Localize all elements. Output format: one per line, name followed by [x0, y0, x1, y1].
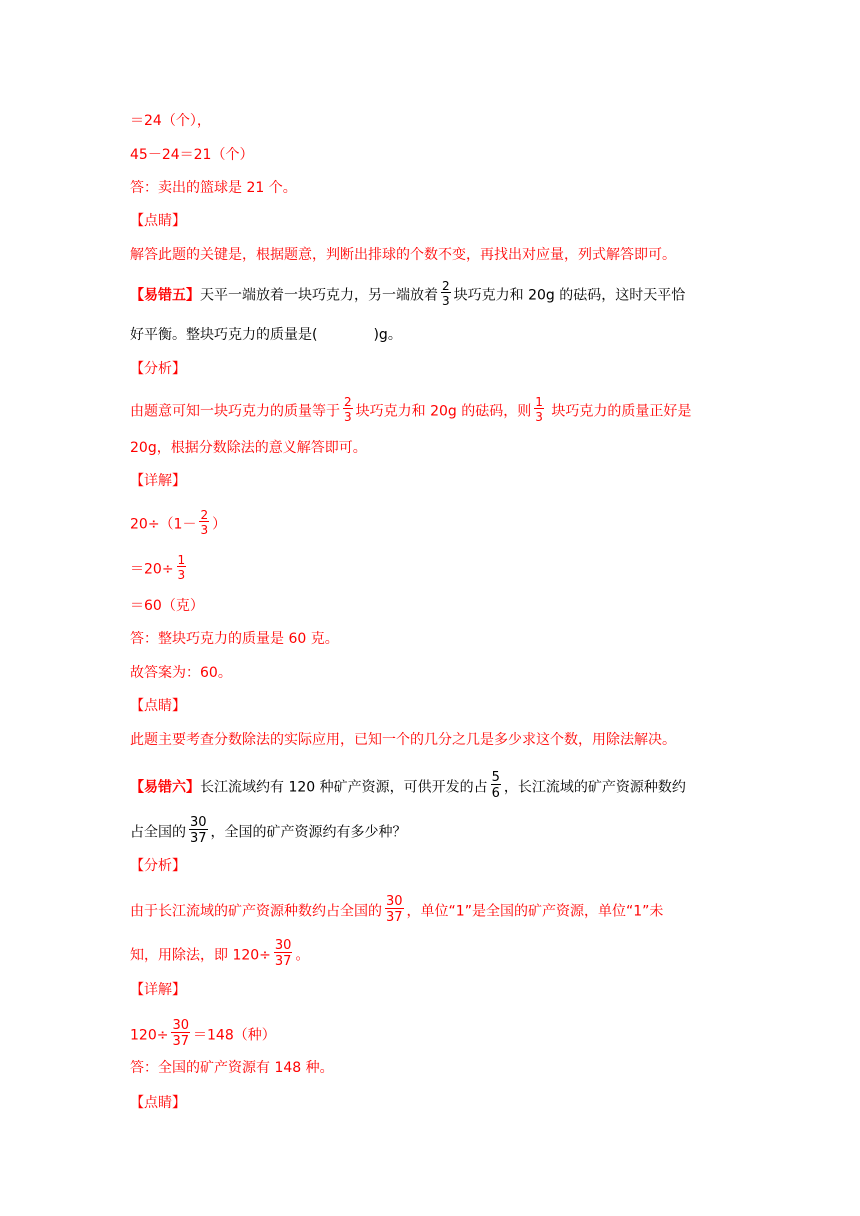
answer-line: 答：卖出的篮球是 21 个。 [130, 180, 297, 196]
section-heading-note: 【点睛】 [130, 1095, 186, 1111]
fraction: $\frac{2}{3}$ [442, 279, 450, 308]
section-heading-analysis: 【分析】 [130, 361, 186, 377]
fraction: $\frac{2}{3}$ [200, 508, 209, 537]
section-heading-note: 【点睛】 [130, 213, 186, 229]
section-heading-note: 【点睛】 [130, 698, 186, 714]
analysis-line-1: 由于长江流域的矿产资源种数约占全国的 $\frac{30}{37}$ ，单位“1”是全国的矿产资源，单位“1”未 [130, 894, 664, 925]
question-5-line-2: 好平衡。整块巧克力的质量是( )g。 [130, 327, 402, 343]
section-heading-detail: 【详解】 [130, 982, 186, 998]
analysis-line-2: 20g，根据分数除法的意义解答即可。 [130, 440, 367, 456]
final-answer: 故答案为：60。 [130, 665, 232, 681]
question-5-tag: 【易错五】 [130, 287, 200, 304]
answer-line: 答：整块巧克力的质量是 60 克。 [130, 631, 339, 647]
calc-line: ＝24（个）， [130, 113, 211, 129]
fraction: $\frac{30}{37}$ [190, 815, 207, 846]
calc-line: 45－24＝21（个） [130, 147, 254, 163]
question-6-tag: 【易错六】 [130, 779, 200, 796]
calc-line: ＝60（克） [130, 598, 204, 614]
calc-line: ＝20÷ $\frac{1}{3}$ [130, 553, 186, 582]
question-6-line-2: 占全国的 $\frac{30}{37}$ ，全国的矿产资源约有多少种？ [130, 815, 407, 846]
note-text: 此题主要考查分数除法的实际应用，已知一个的几分之几是多少求这个数，用除法解决。 [130, 732, 676, 748]
fraction: $\frac{30}{37}$ [386, 894, 403, 925]
question-5-line-1: 【易错五】天平一端放着一块巧克力，另一端放着 $\frac{2}{3}$ 块巧克力和 20g 的砝码，这时天平恰 [130, 279, 686, 308]
calc-line: 120÷ $\frac{30}{37}$ ＝148（种） [130, 1018, 276, 1049]
fraction: $\frac{1}{3}$ [177, 553, 186, 582]
fraction: $\frac{5}{6}$ [491, 770, 500, 801]
fraction: $\frac{30}{37}$ [172, 1018, 189, 1049]
fraction: $\frac{30}{37}$ [274, 938, 292, 969]
calc-line: 20÷（1－ $\frac{2}{3}$ ） [130, 508, 227, 537]
section-heading-detail: 【详解】 [130, 473, 186, 489]
note-text: 解答此题的关键是，根据题意，判断出排球的个数不变，再找出对应量，列式解答即可。 [130, 247, 676, 263]
analysis-line-2: 知，用除法，即 120÷ $\frac{30}{37}$ 。 [130, 938, 310, 969]
section-heading-analysis: 【分析】 [130, 858, 186, 874]
question-6-line-1: 【易错六】长江流域约有 120 种矿产资源，可供开发的占 $\frac{5}{6}$ ，长江流域的矿产资源种数约 [130, 770, 686, 801]
fraction: $\frac{2}{3}$ [344, 395, 352, 424]
answer-line: 答：全国的矿产资源有 148 种。 [130, 1060, 334, 1076]
analysis-line-1: 由题意可知一块巧克力的质量等于 $\frac{2}{3}$ 块巧克力和 20g 的砝码，则 $\frac{1}{3}$ 块巧克力的质量正好是 [130, 395, 692, 424]
fraction: $\frac{1}{3}$ [535, 395, 543, 424]
